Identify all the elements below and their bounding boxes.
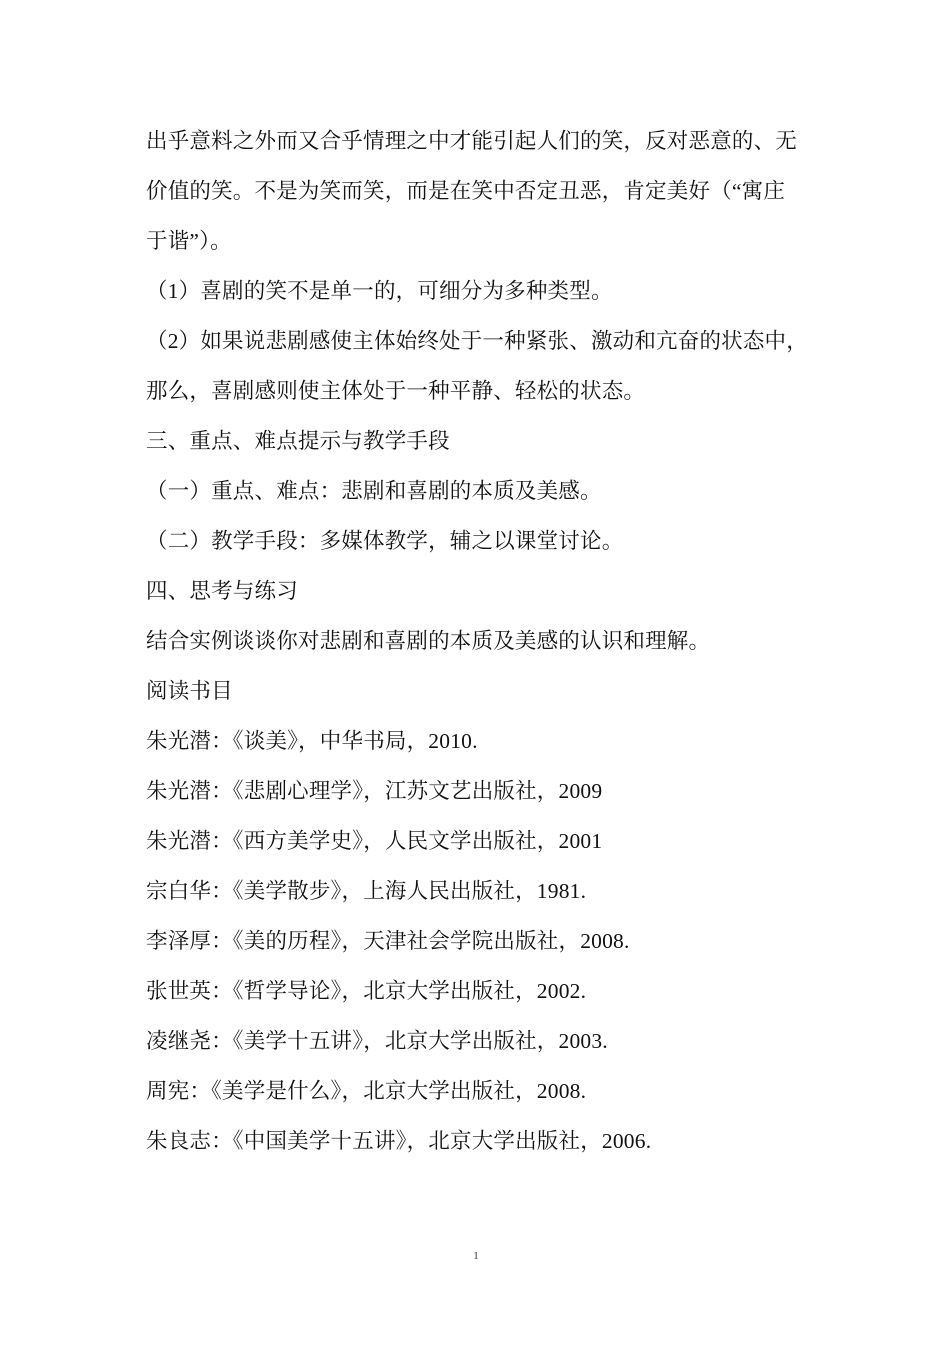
book-item: 张世英：《哲学导论》，北京大学出版社，2002. xyxy=(146,979,587,1003)
book-item: 朱光潜：《西方美学史》，人民文学出版社，2001 xyxy=(146,829,603,853)
section-3-heading: 三、重点、难点提示与教学手段 xyxy=(146,429,450,453)
reading-heading: 阅读书目 xyxy=(146,679,233,703)
book-item: 李泽厚：《美的历程》，天津社会学院出版社，2008. xyxy=(146,929,630,953)
list-item-2-line-1: （2）如果说悲剧感使主体始终处于一种紧张、激动和亢奋的状态中， xyxy=(146,329,808,353)
list-item-1: （1）喜剧的笑不是单一的，可细分为多种类型。 xyxy=(146,279,613,303)
section-3-sub-1: （一）重点、难点：悲剧和喜剧的本质及美感。 xyxy=(146,479,602,503)
book-item: 朱光潜：《谈美》，中华书局，2010. xyxy=(146,729,478,753)
paragraph-line-3: 于谐”）。 xyxy=(146,229,232,253)
paragraph-line-1: 出乎意料之外而又合乎情理之中才能引起人们的笑，反对恶意的、无 xyxy=(146,129,798,153)
section-4-exercise: 结合实例谈谈你对悲剧和喜剧的本质及美感的认识和理解。 xyxy=(146,629,711,653)
book-item: 周宪：《美学是什么》，北京大学出版社，2008. xyxy=(146,1079,587,1103)
book-item: 宗白华：《美学散步》，上海人民出版社，1981. xyxy=(146,879,587,903)
book-item: 朱光潜：《悲剧心理学》，江苏文艺出版社，2009 xyxy=(146,779,603,803)
paragraph-line-2: 价值的笑。不是为笑而笑，而是在笑中否定丑恶，肯定美好（“寓庄 xyxy=(146,179,786,203)
section-4-heading: 四、思考与练习 xyxy=(146,579,298,603)
book-item: 朱良志：《中国美学十五讲》，北京大学出版社，2006. xyxy=(146,1129,652,1153)
list-item-2-line-2: 那么，喜剧感则使主体处于一种平静、轻松的状态。 xyxy=(146,379,646,403)
book-item: 凌继尧：《美学十五讲》，北京大学出版社，2003. xyxy=(146,1029,608,1053)
section-3-sub-2: （二）教学手段：多媒体教学，辅之以课堂讨论。 xyxy=(146,529,624,553)
page-number: 1 xyxy=(473,1250,479,1262)
